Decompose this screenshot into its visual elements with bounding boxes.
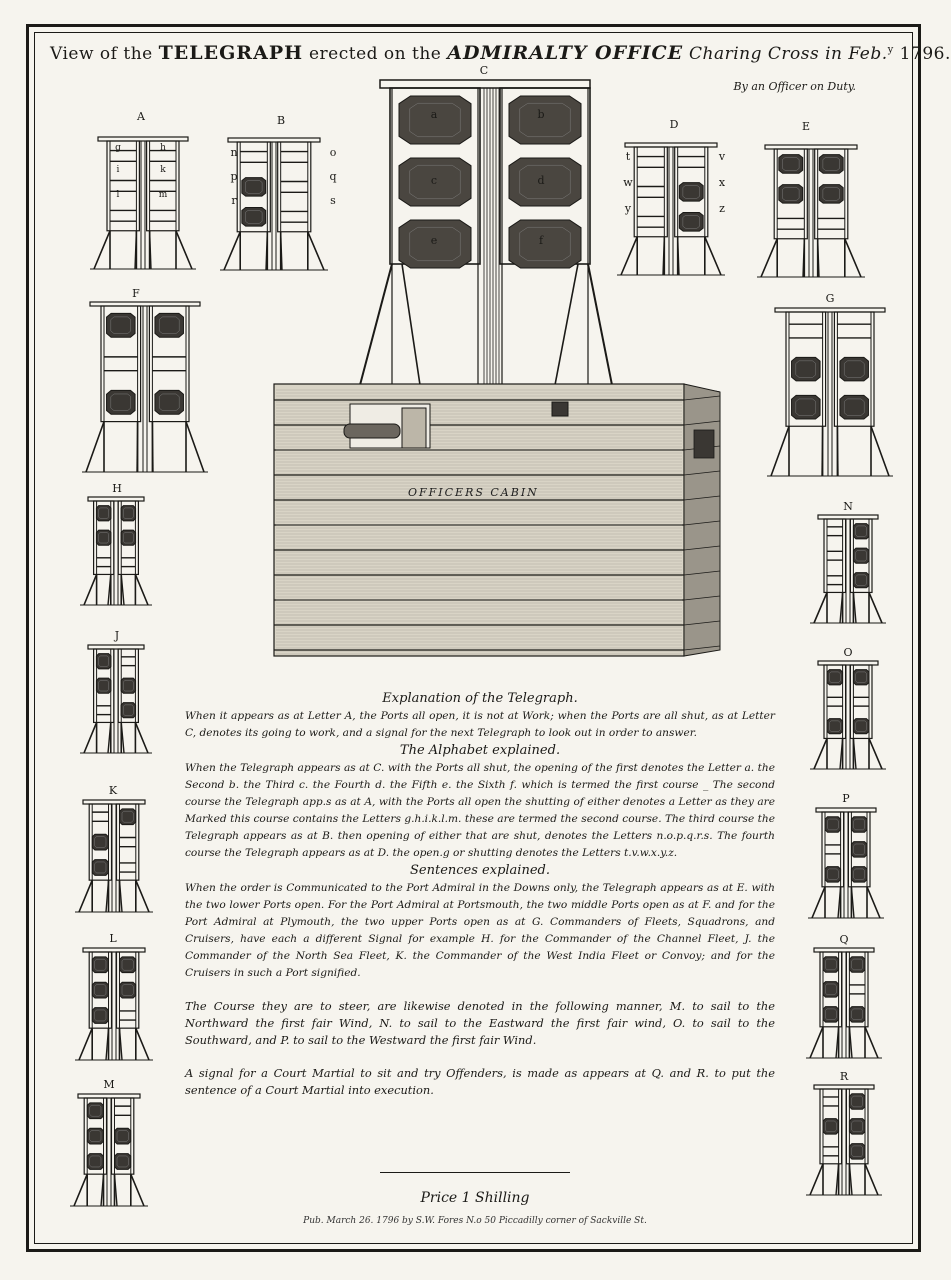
figure-letter-r: R — [839, 1070, 849, 1083]
telegraph-figure-l — [75, 948, 153, 1060]
figure-letter-o: O — [843, 646, 853, 659]
figure-letter-q: Q — [839, 933, 849, 946]
port-letter: p — [230, 170, 238, 183]
port-letter: a — [430, 108, 438, 121]
course-paragraph: The Course they are to steer, are likewise denoted in the following manner, M. to sail to the Northward the first fair Wind, N. to sail to the Eastward the first fair wind, O. to sail to the Southward, and P. to sail to the Westward the first fair Wind. — [185, 999, 775, 1047]
telegraph-figure-c — [360, 80, 612, 385]
figure-letter-f: F — [132, 287, 140, 300]
port-letter: l — [116, 190, 120, 200]
telegraph-figure-r — [806, 1085, 882, 1195]
telegraph-figure-p — [808, 808, 884, 918]
court-martial-paragraph: A signal for a Court Martial to sit and try Offenders, is made as appears at Q. and R. to put the sentence of a Court Martial into execution. — [185, 1066, 775, 1097]
port-letter: o — [329, 146, 337, 159]
telegraph-figure-g — [767, 308, 893, 476]
explanation-heading: Explanation of the Telegraph. — [382, 691, 578, 706]
publisher-imprint: Pub. March 26. 1796 by S.W. Fores N.o 50 Piccadilly corner of Sackville St. — [303, 1216, 647, 1226]
port-letter: h — [160, 143, 166, 153]
officers-cabin — [274, 384, 720, 656]
title-part: Charing Cross in Feb. — [683, 44, 888, 64]
title-telegraph: TELEGRAPH — [158, 42, 304, 64]
telegraph-figure-n — [810, 515, 886, 623]
figure-letter-k: K — [108, 784, 118, 797]
telegraph-figure-a — [90, 137, 196, 269]
telegraph-figure-h — [80, 497, 152, 605]
figure-letter-l: L — [109, 932, 117, 945]
port-letter: d — [537, 174, 545, 187]
alphabet-heading: The Alphabet explained. — [399, 743, 561, 758]
port-letter: q — [329, 170, 337, 183]
sentences-paragraph: When the order is Communicated to the Port Admiral in the Downs only, the Telegraph appears as at E. with the two lower Ports open. For the Port Admiral at Portsmouth, the two middle Ports open as at F. and for the Port Admiral at Plymouth, the two upper Ports open as at G. Commanders of Fleets, Squadrons, and Cruisers, have each a different Signal for example H. for the Commander of the Channel Fleet, J. the Commander of the North Sea Fleet, K. the Commander of the West India Fleet or Convoy; and for the Cruisers in such a Port signified. — [185, 882, 775, 979]
port-letter: v — [718, 150, 726, 163]
telegraph-figure-k — [75, 800, 153, 912]
figure-letter-c: C — [479, 64, 489, 77]
figure-letter-d: D — [669, 118, 679, 131]
port-letter: c — [430, 174, 438, 187]
divider-rule — [380, 1172, 570, 1173]
telegraph-figure-e — [757, 145, 865, 277]
figure-letter-g: G — [825, 292, 835, 305]
telegraph-figure-q — [806, 948, 882, 1058]
port-letter: b — [537, 108, 545, 121]
title-part: erected on the — [303, 44, 448, 64]
alphabet-paragraph: When the Telegraph appears as at C. with the Ports all shut, the opening of the first denotes the Letter a. the Second b. the Third c. the Fourth d. the Fifth e. the Sixth f. which is termed the first course _ The second course the Telegraph app.s as at A, with the Ports all open the shutting of either denotes a Letter as they are Marked this course contains the Letters g.h.i.k.l.m. these are termed the second course. The third course the Telegraph appears as at B. then opening of either that are shut, denotes the Letters n.o.p.q.r.s. The fourth course the Telegraph appears as at D. the open.g or shutting denotes the Letters t.v.w.x.y.z. — [185, 762, 775, 859]
sentences-heading: Sentences explained. — [410, 863, 550, 878]
port-letter: s — [330, 194, 336, 207]
figure-letter-a: A — [137, 110, 145, 123]
cabin-label: OFFICERS CABIN — [408, 486, 539, 499]
port-letter: i — [116, 165, 120, 175]
byline: By an Officer on Duty. — [733, 80, 856, 93]
port-letter: z — [719, 202, 725, 215]
port-letter: n — [230, 146, 238, 159]
port-letter: f — [538, 234, 544, 247]
explanation-text — [185, 690, 775, 1099]
explanation-paragraph: When it appears as at Letter A, the Ports all open, it is not at Work; when the Ports are all shut, as at Letter C, denotes its going to work, and a signal for the next Telegraph to look out in order to answer. — [185, 710, 775, 739]
port-letter: r — [231, 194, 237, 207]
title-admiralty: ADMIRALTY OFFICE — [447, 42, 684, 64]
port-letter: w — [623, 176, 633, 189]
figure-letter-j: J — [114, 629, 120, 642]
port-letter: g — [115, 143, 121, 153]
telegraph-figure-o — [810, 661, 886, 769]
figure-letter-e: E — [801, 120, 811, 133]
title-year: 1796. — [893, 44, 951, 64]
port-letter: t — [625, 150, 631, 163]
telegraph-figure-j — [80, 645, 152, 753]
title-part: View of the — [50, 44, 159, 64]
figure-letter-h: H — [112, 482, 122, 495]
port-letter: y — [624, 202, 632, 215]
price: Price 1 Shilling — [420, 1190, 530, 1206]
figure-letter-b: B — [276, 114, 286, 127]
figure-letter-p: P — [842, 792, 850, 805]
figure-letter-m: M — [103, 1078, 115, 1091]
figure-letter-n: N — [843, 500, 853, 513]
port-letter: e — [430, 234, 438, 247]
port-letter: x — [718, 176, 726, 189]
port-letter: m — [158, 190, 168, 200]
title-superscript: y — [887, 44, 894, 56]
port-letter: k — [160, 165, 166, 175]
telegraph-figure-m — [70, 1094, 148, 1206]
telegraph-figure-f — [82, 302, 208, 472]
